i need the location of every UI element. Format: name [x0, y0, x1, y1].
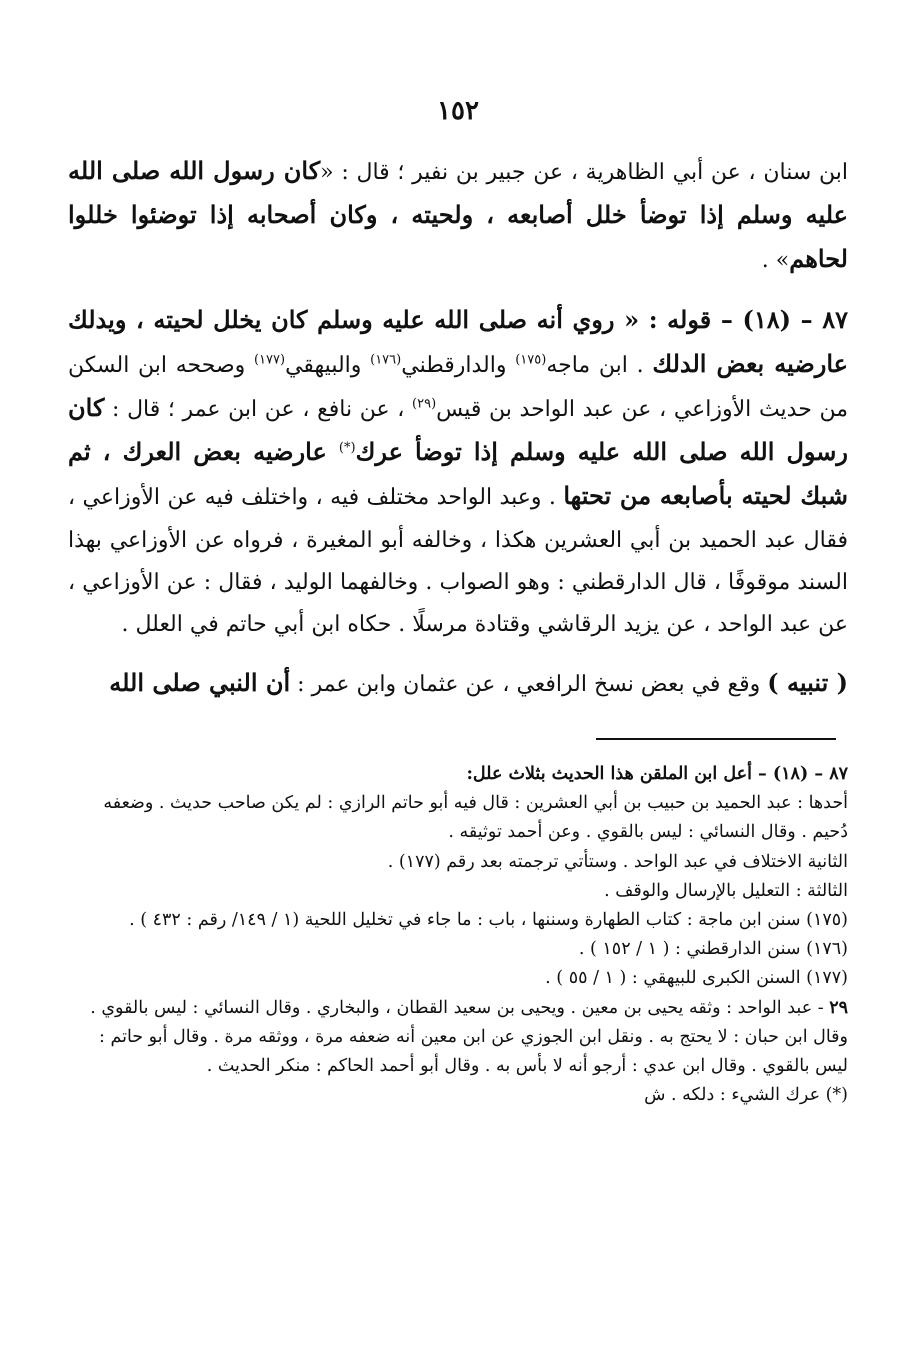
text-segment: وقع في بعض نسخ الرافعي ، عن عثمان وابن عمر :	[290, 672, 768, 698]
footnote-176: (١٧٦) سنن الدارقطني : ( ١ / ١٥٢ ) .	[578, 939, 848, 960]
text-segment: . ابن ماجه	[546, 352, 653, 378]
hadith-text: كان رسول الله صلى الله عليه وسلم إذا توضأ خلل أصابعه ، ولحيته ، وكان أصحابه إذا توضئوا خللوا لحاهم	[68, 156, 848, 274]
text-segment: والبيهقي	[285, 352, 371, 378]
footnote-87-first: أحدها : عبد الحميد بن حبيب بن أبي العشرين : قال فيه أبو حاتم الرازي : لم يكن صاحب حديث . وضعفه دُحيم . وقال النسائي : ليس بالقوي . وعن أحمد توثيقه .	[103, 793, 848, 843]
paragraph-hadith-87	[68, 299, 848, 647]
footnote-ref-29: (٢٩)	[412, 396, 437, 412]
footnote-29-text: - عبد الواحد : وثقه يحيى بن معين . ويحيى بن سعيد القطان ، والبخاري . وقال النسائي : ليس بالقوي . وقال ابن حبان : لا يحتج به . ونقل ابن الجوزي عن ابن معين أنه ضعفه مرة ، ووثقه مرة . وقال أبو حاتم : ليس بالقوي . وقال ابن عدي : أرجو أنه لا بأس به . وقال أبو أحمد الحاكم : منكر الحديث .	[90, 997, 848, 1077]
commentary-text: . وعبد الواحد مختلف فيه ، واختلف فيه عن الأوزاعي ، فقال عبد الحميد بن أبي العشرين هكذا ، وخالفه أبو المغيرة ، فرواه عن الأوزاعي بهذا السند موقوفًا ، قال الدارقطني : وهو الصواب . وخالفهما الوليد ، فقال : عن الأوزاعي ، عن عبد الواحد ، عن يزيد الرقاشي وقتادة مرسلًا . حكاه ابن أبي حاتم في العلل .	[68, 485, 848, 638]
footnotes	[68, 760, 848, 1110]
footnote-29	[68, 994, 848, 1082]
hadith-text: عارضيه بعض العرك ، ثم شبك لحيته بأصابعه من تحتها	[68, 437, 848, 511]
text-segment: وصححه ابن السكن من حديث الأوزاعي ، عن عبد الواحد بن قيس	[68, 352, 848, 423]
footnote-ref-176: (١٧٦)	[370, 352, 402, 368]
narration-chain: ابن سنان ، عن أبي الظاهرية ، عن جبير بن نفير ؛ قال : «	[320, 160, 848, 185]
footnote-87-third: الثالثة : التعليل بالإرسال والوقف .	[604, 880, 848, 901]
footnote-star: (*) عرك الشيء : دلكه . ش	[644, 1085, 848, 1106]
hadith-87-heading: ٨٧ – (١٨) – قوله : « روي أنه صلى الله عليه وسلم كان يخلل لحيته ، ويدلك عارضيه بعض الدلك	[68, 304, 848, 378]
paragraph-hadith-continuation	[68, 150, 848, 283]
footnote-ref-177: (١٧٧)	[253, 352, 286, 368]
footnote-177: (١٧٧) السنن الكبرى للبيهقي : ( ١ / ٥٥ ) .	[545, 968, 848, 989]
hadith-text: أن النبي صلى الله	[109, 668, 291, 698]
hadith-text: كان رسول الله صلى الله عليه وسلم إذا توضأ عرك	[68, 393, 849, 467]
text-segment: ، عن نافع ، عن ابن عمر ؛ قال :	[104, 397, 413, 423]
page-number: ١٥٢	[437, 96, 479, 126]
footnote-ref-175: (١٧٥)	[515, 352, 547, 368]
main-text	[68, 150, 848, 706]
footnote-separator	[596, 738, 836, 740]
text-segment: والدارقطني	[401, 352, 516, 378]
paragraph-note	[68, 662, 848, 706]
footnote-87-heading: ٨٧ – (١٨) – أعل ابن الملقن هذا الحديث بثلاث علل:	[466, 764, 848, 784]
footnote-29-number: ٢٩	[829, 997, 848, 1018]
note-label: ( تنبيه )	[767, 668, 848, 698]
closing-quote: » .	[761, 248, 790, 274]
footnote-87-second: الثانية الاختلاف في عبد الواحد . وستأتي ترجمته بعد رقم (١٧٧) .	[387, 851, 848, 872]
footnote-ref-star: (*)	[338, 440, 356, 456]
footnote-175: (١٧٥) سنن ابن ماجة : كتاب الطهارة وسننها ، باب : ما جاء في تخليل اللحية (١ / ١٤٩/ رقم : ٤٣٢ ) .	[129, 910, 848, 931]
